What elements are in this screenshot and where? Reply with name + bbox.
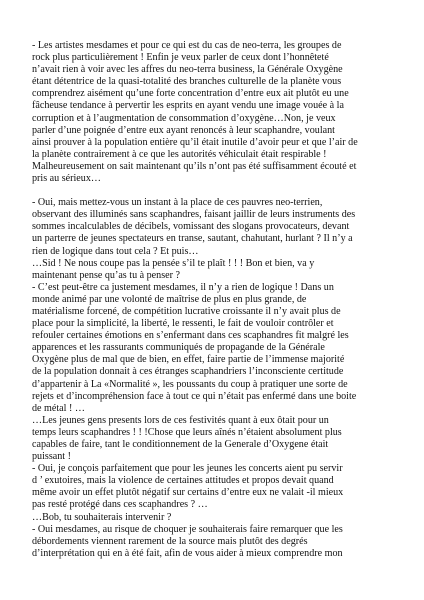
paragraph-dialogue: - Oui, mais mettez-vous un instant à la place de ces pauvres neo-terrien, observant des illuminés sans scaphandres, faisant jaillir de leurs instruments des sommes incalculables de décibels, vomissant des slogans provocateurs, devant un parterre de jeunes spectateurs en transe, sautant, chahutant, hurlant ? Il n’y a rien de logique dans tout cela ? Et puis… …Sid ! Ne nous coupe pas la pensée s’il te plaît ! ! ! Bon et bien, va y maintenant pense qu’as tu à penser ? - C’est peut-être ca justement mesdames, il n’y a rien de logique ! Dans un monde animé par une volonté de maîtrise de plus en plus grande, de matérialisme forcené, de compétition lucrative croissante il n’y avait plus de place pour la simplicité, la liberté, le ressenti, le fait de vouloir contrôler et refouler certaines émotions en s’enfermant dans ces scaphandres fit malgré les apparences et les rassurants communiqués de propagande de la Générale Oxygène plus de mal que de bien, en effet, faire partie de l’immense majorité de la population donnait à ces étranges scaphandriers l’inconsciente certitude d’appartenir à La «Normalité », les poussants du coup à pratiquer une sorte de rejets et d’incompréhension face à tout ce qui n’était pas enfermé dans une boite de métal ! … …Les jeunes gens presents lors de ces festivités quant à eux ôtait pour un temps leurs scaphandres ! ! !Chose que leurs aînés n’étaient absolument plus capables de faire, tant le conditionnement de la Generale d’Oxygene était puissant ! - Oui, je conçois parfaitement que pour les jeunes les concerts aient pu servir d ’ exutoires, mais la violence de certaines attitudes et propos devait quand même avoir un effet plutôt négatif sur certains d’entre eux ne valait -il mieux pas resté protégé dans ces scaphandres ? … …Bob, tu souhaiterais intervenir ? - Oui mesdames, au risque de choquer je souhaiterais faire remarquer que les débordements viennent rarement de la source mais plutôt des degrés d’interprétation qui en à été fait, afin de vous aider à mieux comprendre mon (32, 197, 357, 559)
paragraph-spacer (32, 185, 394, 197)
paragraph-artists: - Les artistes mesdames et pour ce qui est du cas de neo-terra, les groupes de rock plus particulièrement ! Enfin je veux parler de ceux dont l’honnêteté n’avait rien à voir avec les affres du neo-terra business, la Générale Oxygène étant détentrice de la quasi-totalité des branches culturelle de la planète vous comprendrez aisément qu’une forte concentration d’entre eux ait plutôt eu une fâcheuse tendance à pervertir les esprits en ayant vendu une image vouée à la corruption et à l’augmentation de consommation d’oxygène…Non, je veux parler d’une poignée d’entre eux ayant renoncés à leur scaphandre, voulant ainsi prouver à la population entière qu’il était inutile d’avoir peur et que l’air de la planète contrairement à ce que les autorités véhiculait était respirable ! Malheureusement on sait maintenant qu’ils n’ont pas été suffisamment écouté et pris au sérieux… (32, 40, 358, 185)
document-page (32, 40, 394, 560)
